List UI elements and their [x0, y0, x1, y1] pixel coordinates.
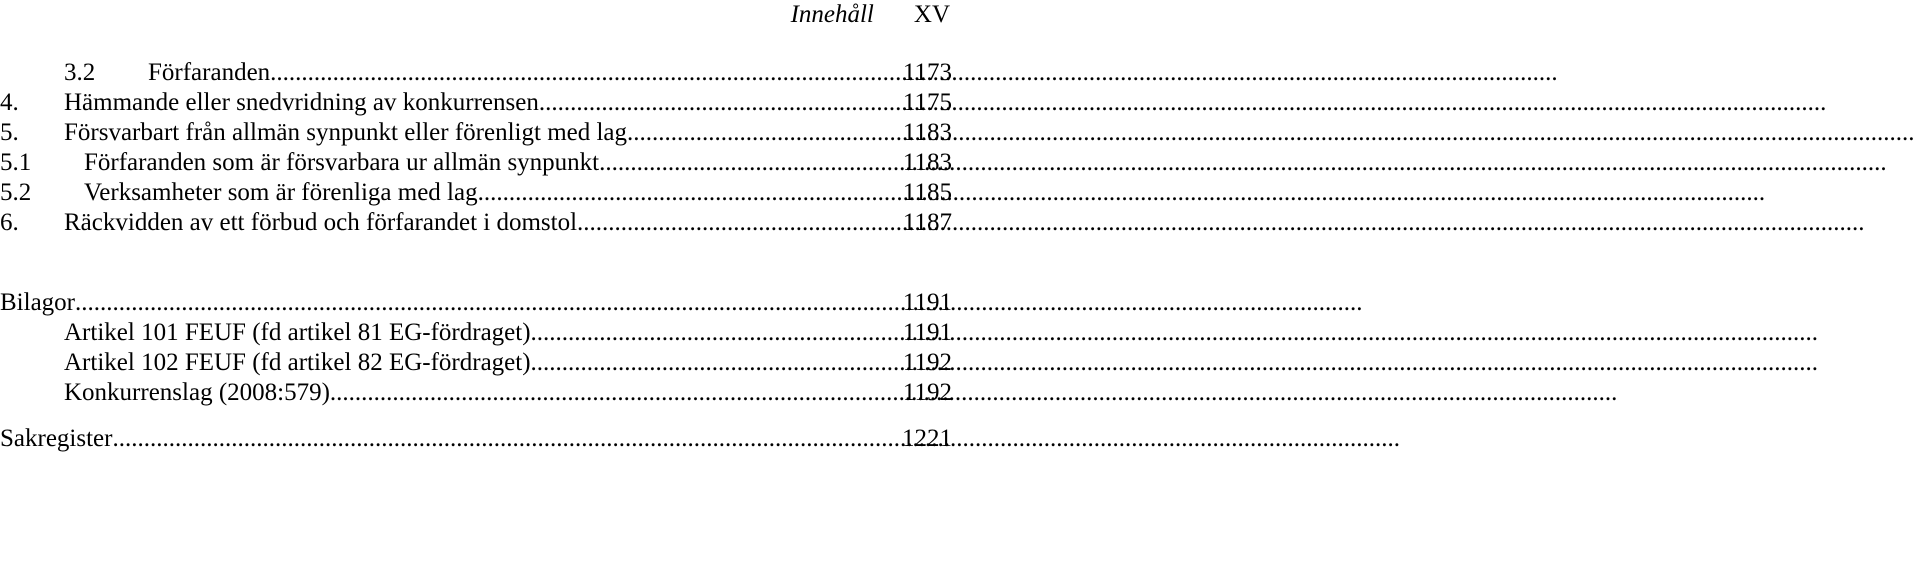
toc-entry-4[interactable] [0, 88, 952, 118]
toc-entry-title: Konkurrenslag (2008:579) [64, 379, 330, 406]
toc-leader-dots [112, 424, 892, 454]
toc-leader-dots [478, 178, 892, 208]
toc-leader-dots [577, 208, 892, 238]
toc-entry-page: 1187 [902, 209, 952, 236]
toc-entry-number: 5.2 [0, 179, 32, 206]
toc-entry-page: 1185 [902, 179, 952, 206]
toc-entry-6[interactable] [0, 208, 952, 238]
header-page-number: XV [913, 1, 950, 28]
toc-entry-title: Förfaranden som är försvarbara ur allmän synpunkt [84, 149, 600, 176]
toc-leader-dots [599, 148, 892, 178]
toc-entry-page: 1173 [902, 59, 952, 86]
toc-entry-title: Hämmande eller snedvridning av konkurrensen [64, 89, 539, 116]
toc-entry-artikel-101[interactable] [0, 318, 952, 348]
toc-entry-konkurrenslag[interactable] [0, 378, 952, 408]
toc-leader-dots [531, 348, 892, 378]
toc-entry-5-2[interactable] [0, 178, 952, 208]
toc-entry-5-1[interactable] [0, 148, 952, 178]
toc-leader-dots [531, 318, 892, 348]
toc-entry-title: Artikel 102 FEUF (fd artikel 82 EG-fördraget) [64, 349, 531, 376]
toc-entry-page: 1183 [902, 119, 952, 146]
table-of-contents [0, 58, 952, 454]
header-title: Innehåll [790, 1, 874, 28]
toc-entry-page: 1183 [902, 149, 952, 176]
toc-entry-number: 5. [0, 119, 19, 146]
toc-leader-dots [330, 378, 892, 408]
toc-entry-title: Artikel 101 FEUF (fd artikel 81 EG-fördraget) [64, 319, 531, 346]
toc-entry-number: 4. [0, 89, 19, 116]
toc-entry-page: 1191 [902, 289, 952, 316]
toc-entry-page: 1192 [902, 379, 952, 406]
toc-leader-dots [75, 288, 892, 318]
toc-entry-number: 5.1 [0, 149, 32, 176]
toc-entry-bilagor[interactable] [0, 288, 952, 318]
toc-entry-page: 1191 [902, 319, 952, 346]
toc-entry-5[interactable] [0, 118, 952, 148]
toc-leader-dots [627, 118, 892, 148]
toc-leader-dots [270, 58, 892, 88]
toc-entry-title: Försvarbart från allmän synpunkt eller förenligt med lag [64, 119, 628, 146]
toc-entry-title: Räckvidden av ett förbud och förfarandet i domstol [64, 209, 578, 236]
toc-entry-number: 3.2 [64, 59, 96, 86]
toc-entry-artikel-102[interactable] [0, 348, 952, 378]
toc-entry-page: 1192 [902, 349, 952, 376]
toc-entry-number: 6. [0, 209, 19, 236]
toc-entry-title: Bilagor [0, 289, 75, 316]
toc-leader-dots [539, 88, 892, 118]
toc-entry-sakregister[interactable] [0, 424, 952, 454]
toc-entry-page: 1221 [902, 425, 952, 452]
toc-entry-title: Verksamheter som är förenliga med lag [84, 179, 478, 206]
toc-entry-page: 1175 [902, 89, 952, 116]
page-header [791, 0, 950, 30]
toc-entry-3-2[interactable] [0, 58, 952, 88]
toc-entry-title: Sakregister [0, 425, 113, 452]
toc-entry-title: Förfaranden [148, 59, 271, 86]
